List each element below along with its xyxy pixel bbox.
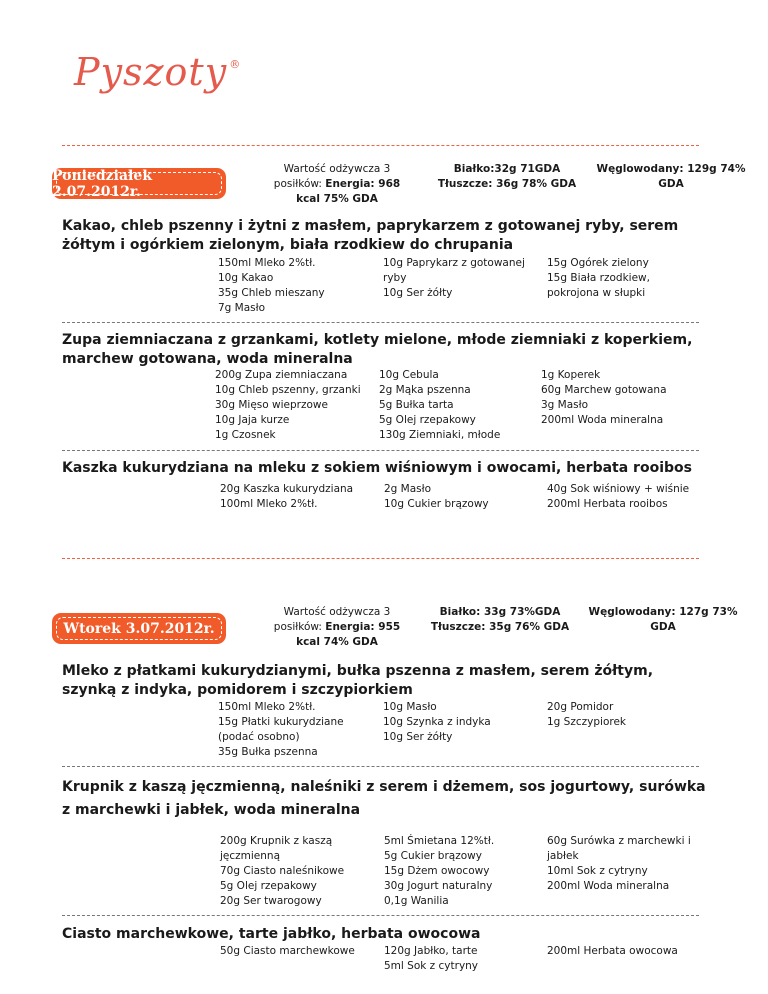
divider xyxy=(62,915,699,916)
day-date-badge: Wtorek 3.07.2012r. xyxy=(52,613,226,644)
nutrition-carbs: Węglowodany: 129g 74% GDA xyxy=(596,163,746,190)
nutrition-protein-fat: Białko: 33g 73%GDA Tłuszcze: 35g 76% GDA xyxy=(430,606,570,633)
ingredients-column: 200ml Herbata owocowa xyxy=(547,945,678,957)
ingredients-column: 15g Ogórek zielony 15g Biała rzodkiew, pokrojona w słupki xyxy=(547,257,650,299)
ingredients-column: 10g Paprykarz z gotowanej ryby 10g Ser żółty xyxy=(383,257,525,299)
ingredients-column: 20g Pomidor 1g Szczypiorek xyxy=(547,701,626,728)
day-date-badge: Poniedziałek 2.07.2012r. xyxy=(52,168,226,199)
ingredients-column: 1g Koperek 60g Marchew gotowana 3g Masło 200ml Woda mineralna xyxy=(541,369,667,426)
nutrition-energy: Wartość odżywcza 3 posiłków: Energia: 968 kcal 75% GDA xyxy=(273,163,401,205)
meal-title: Krupnik z kaszą jęczmienną, naleśniki z serem i dżemem, sos jogurtowy, surówka z marchewki i jabłek, woda mineralna xyxy=(62,779,706,818)
ingredients-column: 10g Cebula 2g Mąka pszenna 5g Bułka tarta 5g Olej rzepakowy 130g Ziemniaki, młode xyxy=(379,369,501,441)
meal-title: Zupa ziemniaczana z grzankami, kotlety mielone, młode ziemniaki z koperkiem, marchew gotowana, woda mineralna xyxy=(62,332,693,367)
ingredients-column: 50g Ciasto marchewkowe xyxy=(220,945,355,957)
brand-logo: Pyszoty ® xyxy=(74,50,242,94)
divider xyxy=(62,450,699,451)
ingredients-column: 10g Masło 10g Szynka z indyka 10g Ser żółty xyxy=(383,701,491,743)
ingredients-column: 120g Jabłko, tarte 5ml Sok z cytryny xyxy=(384,945,479,972)
nutrition-energy: Wartość odżywcza 3 posiłków: Energia: 955 kcal 74% GDA xyxy=(273,606,401,648)
meal-title: Kaszka kukurydziana na mleku z sokiem wiśniowym i owocami, herbata rooibos xyxy=(62,460,692,476)
ingredients-column: 20g Kaszka kukurydziana 100ml Mleko 2%tł. xyxy=(220,483,354,510)
nutrition-carbs: Węglowodany: 127g 73% GDA xyxy=(588,606,738,633)
ingredients-column: 5ml Śmietana 12%tł. 5g Cukier brązowy 15g Dżem owocowy 30g Jogurt naturalny 0,1g Wanilia xyxy=(384,835,495,907)
ingredients-column: 60g Surówka z marchewki i jabłek 10ml Sok z cytryny 200ml Woda mineralna xyxy=(547,835,691,892)
divider xyxy=(62,145,699,146)
divider xyxy=(62,558,699,559)
ingredients-column: 2g Masło 10g Cukier brązowy xyxy=(384,483,489,510)
nutrition-protein-fat: Białko:32g 71GDA Tłuszcze: 36g 78% GDA xyxy=(437,163,577,190)
meal-title: Kakao, chleb pszenny i żytni z masłem, paprykarzem z gotowanej ryby, serem żółtym i ogórkiem zielonym, biała rzodkiew do chrupania xyxy=(62,218,679,253)
ingredients-column: 150ml Mleko 2%tł. 10g Kakao 35g Chleb mieszany 7g Masło xyxy=(218,257,325,314)
ingredients-column: 150ml Mleko 2%tł. 15g Płatki kukurydziane (podać osobno) 35g Bułka pszenna xyxy=(218,701,344,758)
meal-title: Mleko z płatkami kukurydzianymi, bułka pszenna z masłem, serem żółtym, szynką z indyka, pomidorem i szczypiorkiem xyxy=(62,663,654,698)
divider xyxy=(62,766,699,767)
ingredients-column: 200g Zupa ziemniaczana 10g Chleb pszenny, grzanki 30g Mięso wieprzowe 10g Jaja kurze 1g Czosnek xyxy=(215,369,361,441)
ingredients-column: 40g Sok wiśniowy + wiśnie 200ml Herbata rooibos xyxy=(547,483,690,510)
divider xyxy=(62,322,699,323)
ingredients-column: 200g Krupnik z kaszą jęczmienną 70g Ciasto naleśnikowe 5g Olej rzepakowy 20g Ser twarogowy xyxy=(220,835,345,907)
meal-title: Ciasto marchewkowe, tarte jabłko, herbata owocowa xyxy=(62,926,481,942)
